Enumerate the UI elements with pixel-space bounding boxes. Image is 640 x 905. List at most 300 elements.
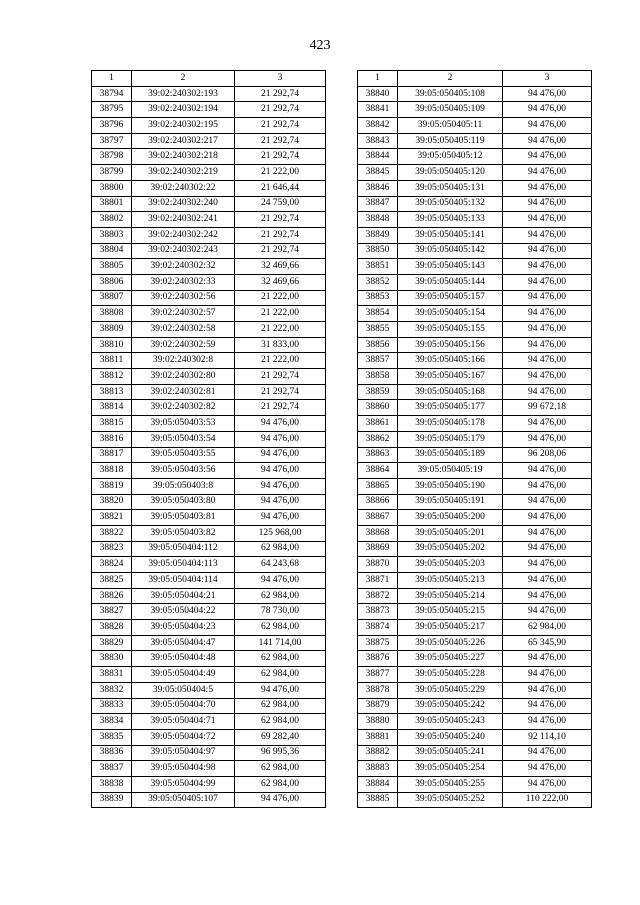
value-cell: 94 476,00: [503, 243, 592, 259]
cadastral-number-cell: 39:05:050405:133: [398, 212, 503, 228]
cadastral-number-cell: 39:02:240302:218: [132, 149, 235, 165]
row-number-cell: 38857: [358, 353, 398, 369]
cadastral-number-cell: 39:02:240302:58: [132, 322, 235, 338]
table-row: [92, 180, 326, 196]
cadastral-number-cell: 39:05:050404:112: [132, 541, 235, 557]
header-col-2: 2: [132, 71, 235, 87]
row-number-cell: 38848: [358, 212, 398, 228]
header-col-2: 2: [398, 71, 503, 87]
table-row: [358, 792, 592, 808]
cadastral-number-cell: 39:05:050405:154: [398, 306, 503, 322]
row-number-cell: 38864: [358, 463, 398, 479]
cadastral-number-cell: 39:05:050404:113: [132, 557, 235, 573]
cadastral-number-cell: 39:05:050403:56: [132, 463, 235, 479]
row-number-cell: 38852: [358, 274, 398, 290]
cadastral-number-cell: 39:05:050405:241: [398, 745, 503, 761]
row-number-cell: 38805: [92, 259, 132, 275]
row-number-cell: 38853: [358, 290, 398, 306]
value-cell: 32 469,66: [235, 274, 326, 290]
table-row: [92, 149, 326, 165]
row-number-cell: 38840: [358, 86, 398, 102]
table-row: [358, 165, 592, 181]
cadastral-number-cell: 39:05:050405:119: [398, 133, 503, 149]
value-cell: 21 222,00: [235, 290, 326, 306]
table-row: [92, 541, 326, 557]
row-number-cell: 38881: [358, 729, 398, 745]
row-number-cell: 38822: [92, 525, 132, 541]
value-cell: 21 222,00: [235, 306, 326, 322]
table-row: [358, 494, 592, 510]
row-number-cell: 38877: [358, 667, 398, 683]
cadastral-number-cell: 39:05:050405:120: [398, 165, 503, 181]
cadastral-number-cell: 39:05:050405:217: [398, 620, 503, 636]
table-row: [358, 180, 592, 196]
table-row: [92, 776, 326, 792]
row-number-cell: 38795: [92, 102, 132, 118]
cadastral-number-cell: 39:02:240302:193: [132, 86, 235, 102]
cadastral-number-cell: 39:05:050403:53: [132, 416, 235, 432]
row-number-cell: 38803: [92, 227, 132, 243]
value-cell: 21 292,74: [235, 102, 326, 118]
cadastral-number-cell: 39:05:050404:48: [132, 651, 235, 667]
value-cell: 21 292,74: [235, 243, 326, 259]
table-row: [92, 463, 326, 479]
cadastral-number-cell: 39:05:050403:54: [132, 431, 235, 447]
value-cell: 78 730,00: [235, 604, 326, 620]
value-cell: 21 292,74: [235, 384, 326, 400]
header-col-1: 1: [92, 71, 132, 87]
value-cell: 125 968,00: [235, 525, 326, 541]
table-row: [358, 745, 592, 761]
row-number-cell: 38801: [92, 196, 132, 212]
value-cell: 96 995,36: [235, 745, 326, 761]
cadastral-number-cell: 39:05:050405:213: [398, 573, 503, 589]
cadastral-number-cell: 39:05:050405:107: [132, 792, 235, 808]
value-cell: 94 476,00: [503, 745, 592, 761]
value-cell: 110 222,00: [503, 792, 592, 808]
row-number-cell: 38880: [358, 714, 398, 730]
table-row: [92, 337, 326, 353]
cadastral-number-cell: 39:05:050405:242: [398, 698, 503, 714]
row-number-cell: 38827: [92, 604, 132, 620]
row-number-cell: 38859: [358, 384, 398, 400]
register-table-right: [357, 70, 592, 808]
table-row: [92, 431, 326, 447]
value-cell: 94 476,00: [235, 463, 326, 479]
table-row: [92, 384, 326, 400]
cadastral-number-cell: 39:02:240302:57: [132, 306, 235, 322]
row-number-cell: 38870: [358, 557, 398, 573]
value-cell: 94 476,00: [503, 133, 592, 149]
row-number-cell: 38814: [92, 400, 132, 416]
value-cell: 94 476,00: [235, 478, 326, 494]
row-number-cell: 38868: [358, 525, 398, 541]
value-cell: 94 476,00: [235, 431, 326, 447]
value-cell: 94 476,00: [235, 510, 326, 526]
cadastral-number-cell: 39:05:050405:168: [398, 384, 503, 400]
table-row: [358, 667, 592, 683]
row-number-cell: 38865: [358, 478, 398, 494]
value-cell: 94 476,00: [503, 557, 592, 573]
row-number-cell: 38798: [92, 149, 132, 165]
cadastral-number-cell: 39:05:050404:70: [132, 698, 235, 714]
table-row: [358, 322, 592, 338]
row-number-cell: 38797: [92, 133, 132, 149]
table-row: [358, 274, 592, 290]
table-row: [92, 588, 326, 604]
value-cell: 21 222,00: [235, 165, 326, 181]
row-number-cell: 38856: [358, 337, 398, 353]
value-cell: 21 222,00: [235, 353, 326, 369]
cadastral-number-cell: 39:05:050405:109: [398, 102, 503, 118]
cadastral-number-cell: 39:05:050405:203: [398, 557, 503, 573]
value-cell: 94 476,00: [235, 573, 326, 589]
table-row: [92, 698, 326, 714]
value-cell: 21 292,74: [235, 212, 326, 228]
table-row: [358, 102, 592, 118]
row-number-cell: 38851: [358, 259, 398, 275]
value-cell: 24 759,00: [235, 196, 326, 212]
value-cell: 94 476,00: [503, 776, 592, 792]
value-cell: 94 476,00: [503, 290, 592, 306]
value-cell: 94 476,00: [503, 86, 592, 102]
table-row: [92, 400, 326, 416]
table-row: [358, 243, 592, 259]
cadastral-number-cell: 39:05:050404:21: [132, 588, 235, 604]
value-cell: 96 208,06: [503, 447, 592, 463]
table-row: [92, 102, 326, 118]
cadastral-number-cell: 39:05:050405:166: [398, 353, 503, 369]
cadastral-number-cell: 39:05:050404:114: [132, 573, 235, 589]
cadastral-number-cell: 39:05:050405:179: [398, 431, 503, 447]
value-cell: 62 984,00: [235, 776, 326, 792]
cadastral-number-cell: 39:05:050405:227: [398, 651, 503, 667]
row-number-cell: 38811: [92, 353, 132, 369]
value-cell: 94 476,00: [503, 667, 592, 683]
value-cell: 94 476,00: [503, 651, 592, 667]
table-row: [92, 510, 326, 526]
cadastral-number-cell: 39:05:050405:131: [398, 180, 503, 196]
value-cell: 64 243,68: [235, 557, 326, 573]
value-cell: 94 476,00: [235, 447, 326, 463]
table-row: [358, 400, 592, 416]
table-row: [358, 290, 592, 306]
table-row: [358, 714, 592, 730]
table-row: [358, 353, 592, 369]
cadastral-number-cell: 39:05:050404:47: [132, 635, 235, 651]
table-row: [92, 682, 326, 698]
row-number-cell: 38839: [92, 792, 132, 808]
table-row: [92, 573, 326, 589]
value-cell: 94 476,00: [503, 180, 592, 196]
value-cell: 21 292,74: [235, 369, 326, 385]
row-number-cell: 38876: [358, 651, 398, 667]
table-row: [358, 306, 592, 322]
table-header-row: [92, 71, 326, 87]
value-cell: 94 476,00: [235, 682, 326, 698]
cadastral-number-cell: 39:05:050405:167: [398, 369, 503, 385]
cadastral-number-cell: 39:02:240302:81: [132, 384, 235, 400]
row-number-cell: 38842: [358, 118, 398, 134]
row-number-cell: 38846: [358, 180, 398, 196]
row-number-cell: 38872: [358, 588, 398, 604]
row-number-cell: 38841: [358, 102, 398, 118]
table-row: [358, 776, 592, 792]
row-number-cell: 38871: [358, 573, 398, 589]
row-number-cell: 38843: [358, 133, 398, 149]
table-row: [92, 620, 326, 636]
table-row: [358, 447, 592, 463]
row-number-cell: 38796: [92, 118, 132, 134]
row-number-cell: 38875: [358, 635, 398, 651]
value-cell: 94 476,00: [503, 165, 592, 181]
table-row: [92, 714, 326, 730]
row-number-cell: 38858: [358, 369, 398, 385]
value-cell: 94 476,00: [503, 384, 592, 400]
table-row: [92, 306, 326, 322]
row-number-cell: 38836: [92, 745, 132, 761]
value-cell: 94 476,00: [235, 416, 326, 432]
value-cell: 94 476,00: [503, 573, 592, 589]
value-cell: 69 282,40: [235, 729, 326, 745]
cadastral-number-cell: 39:05:050404:49: [132, 667, 235, 683]
table-row: [358, 573, 592, 589]
table-row: [358, 118, 592, 134]
value-cell: 65 345,90: [503, 635, 592, 651]
table-row: [358, 510, 592, 526]
value-cell: 94 476,00: [503, 478, 592, 494]
row-number-cell: 38820: [92, 494, 132, 510]
cadastral-number-cell: 39:05:050405:190: [398, 478, 503, 494]
row-number-cell: 38878: [358, 682, 398, 698]
value-cell: 94 476,00: [503, 322, 592, 338]
row-number-cell: 38885: [358, 792, 398, 808]
cadastral-number-cell: 39:05:050405:157: [398, 290, 503, 306]
cadastral-number-cell: 39:02:240302:32: [132, 259, 235, 275]
value-cell: 94 476,00: [503, 494, 592, 510]
value-cell: 94 476,00: [503, 604, 592, 620]
cadastral-number-cell: 39:05:050404:22: [132, 604, 235, 620]
value-cell: 62 984,00: [235, 541, 326, 557]
cadastral-number-cell: 39:05:050405:178: [398, 416, 503, 432]
cadastral-number-cell: 39:05:050405:254: [398, 761, 503, 777]
value-cell: 94 476,00: [503, 259, 592, 275]
table-row: [92, 604, 326, 620]
row-number-cell: 38884: [358, 776, 398, 792]
row-number-cell: 38882: [358, 745, 398, 761]
value-cell: 141 714,00: [235, 635, 326, 651]
table-row: [358, 259, 592, 275]
table-row: [358, 463, 592, 479]
table-row: [358, 86, 592, 102]
row-number-cell: 38832: [92, 682, 132, 698]
table-row: [92, 259, 326, 275]
table-row: [358, 729, 592, 745]
value-cell: 94 476,00: [503, 431, 592, 447]
table-row: [92, 761, 326, 777]
table-row: [92, 635, 326, 651]
row-number-cell: 38807: [92, 290, 132, 306]
cadastral-number-cell: 39:05:050405:243: [398, 714, 503, 730]
cadastral-number-cell: 39:02:240302:80: [132, 369, 235, 385]
value-cell: 21 292,74: [235, 400, 326, 416]
row-number-cell: 38824: [92, 557, 132, 573]
value-cell: 94 476,00: [503, 118, 592, 134]
value-cell: 94 476,00: [503, 698, 592, 714]
table-row: [92, 118, 326, 134]
row-number-cell: 38862: [358, 431, 398, 447]
value-cell: 62 984,00: [235, 698, 326, 714]
cadastral-number-cell: 39:05:050403:8: [132, 478, 235, 494]
cadastral-number-cell: 39:05:050404:98: [132, 761, 235, 777]
table-row: [92, 86, 326, 102]
value-cell: 94 476,00: [503, 525, 592, 541]
value-cell: 94 476,00: [503, 353, 592, 369]
value-cell: 94 476,00: [503, 306, 592, 322]
value-cell: 94 476,00: [503, 212, 592, 228]
row-number-cell: 38834: [92, 714, 132, 730]
table-row: [92, 792, 326, 808]
table-row: [358, 698, 592, 714]
row-number-cell: 38802: [92, 212, 132, 228]
value-cell: 21 646,44: [235, 180, 326, 196]
table-row: [358, 525, 592, 541]
value-cell: 94 476,00: [503, 274, 592, 290]
cadastral-number-cell: 39:05:050404:97: [132, 745, 235, 761]
value-cell: 94 476,00: [503, 682, 592, 698]
table-row: [92, 369, 326, 385]
row-number-cell: 38847: [358, 196, 398, 212]
row-number-cell: 38804: [92, 243, 132, 259]
cadastral-number-cell: 39:05:050404:71: [132, 714, 235, 730]
row-number-cell: 38799: [92, 165, 132, 181]
table-row: [92, 651, 326, 667]
cadastral-number-cell: 39:05:050405:200: [398, 510, 503, 526]
value-cell: 94 476,00: [503, 761, 592, 777]
page-number: 423: [309, 38, 331, 53]
row-number-cell: 38819: [92, 478, 132, 494]
table-row: [92, 290, 326, 306]
table-row: [92, 165, 326, 181]
row-number-cell: 38825: [92, 573, 132, 589]
value-cell: 94 476,00: [503, 588, 592, 604]
row-number-cell: 38850: [358, 243, 398, 259]
cadastral-number-cell: 39:05:050405:189: [398, 447, 503, 463]
cadastral-number-cell: 39:05:050404:5: [132, 682, 235, 698]
value-cell: 94 476,00: [235, 792, 326, 808]
cadastral-number-cell: 39:05:050405:155: [398, 322, 503, 338]
cadastral-number-cell: 39:05:050403:55: [132, 447, 235, 463]
header-col-3: 3: [235, 71, 326, 87]
value-cell: 94 476,00: [503, 416, 592, 432]
table-row: [92, 196, 326, 212]
row-number-cell: 38808: [92, 306, 132, 322]
row-number-cell: 38830: [92, 651, 132, 667]
value-cell: 21 222,00: [235, 322, 326, 338]
cadastral-number-cell: 39:02:240302:59: [132, 337, 235, 353]
row-number-cell: 38810: [92, 337, 132, 353]
table-row: [358, 541, 592, 557]
cadastral-number-cell: 39:05:050405:12: [398, 149, 503, 165]
row-number-cell: 38855: [358, 322, 398, 338]
table-row: [92, 667, 326, 683]
value-cell: 94 476,00: [235, 494, 326, 510]
cadastral-number-cell: 39:05:050405:214: [398, 588, 503, 604]
cadastral-number-cell: 39:05:050405:11: [398, 118, 503, 134]
table-row: [358, 478, 592, 494]
cadastral-number-cell: 39:05:050405:108: [398, 86, 503, 102]
value-cell: 94 476,00: [503, 510, 592, 526]
cadastral-number-cell: 39:02:240302:8: [132, 353, 235, 369]
row-number-cell: 38817: [92, 447, 132, 463]
cadastral-number-cell: 39:05:050403:80: [132, 494, 235, 510]
value-cell: 62 984,00: [235, 761, 326, 777]
table-row: [358, 557, 592, 573]
register-table-left: [91, 70, 326, 808]
table-row: [92, 557, 326, 573]
value-cell: 94 476,00: [503, 337, 592, 353]
row-number-cell: 38860: [358, 400, 398, 416]
table-row: [92, 227, 326, 243]
row-number-cell: 38866: [358, 494, 398, 510]
table-row: [92, 494, 326, 510]
row-number-cell: 38806: [92, 274, 132, 290]
header-col-3: 3: [503, 71, 592, 87]
cadastral-number-cell: 39:05:050404:72: [132, 729, 235, 745]
row-number-cell: 38867: [358, 510, 398, 526]
value-cell: 21 292,74: [235, 86, 326, 102]
row-number-cell: 38879: [358, 698, 398, 714]
cadastral-number-cell: 39:05:050405:226: [398, 635, 503, 651]
cadastral-number-cell: 39:05:050405:142: [398, 243, 503, 259]
cadastral-number-cell: 39:05:050405:132: [398, 196, 503, 212]
row-number-cell: 38874: [358, 620, 398, 636]
row-number-cell: 38800: [92, 180, 132, 196]
row-number-cell: 38873: [358, 604, 398, 620]
cadastral-number-cell: 39:02:240302:219: [132, 165, 235, 181]
value-cell: 94 476,00: [503, 196, 592, 212]
table-row: [358, 761, 592, 777]
table-row: [358, 416, 592, 432]
table-row: [358, 620, 592, 636]
value-cell: 94 476,00: [503, 369, 592, 385]
row-number-cell: 38813: [92, 384, 132, 400]
value-cell: 94 476,00: [503, 714, 592, 730]
row-number-cell: 38845: [358, 165, 398, 181]
cadastral-number-cell: 39:05:050405:240: [398, 729, 503, 745]
row-number-cell: 38838: [92, 776, 132, 792]
value-cell: 31 833,00: [235, 337, 326, 353]
value-cell: 62 984,00: [235, 651, 326, 667]
value-cell: 94 476,00: [503, 227, 592, 243]
cadastral-number-cell: 39:02:240302:22: [132, 180, 235, 196]
table-row: [358, 384, 592, 400]
table-row: [358, 651, 592, 667]
value-cell: 62 984,00: [235, 588, 326, 604]
row-number-cell: 38844: [358, 149, 398, 165]
row-number-cell: 38816: [92, 431, 132, 447]
row-number-cell: 38831: [92, 667, 132, 683]
row-number-cell: 38861: [358, 416, 398, 432]
row-number-cell: 38854: [358, 306, 398, 322]
value-cell: 21 292,74: [235, 133, 326, 149]
table-row: [92, 274, 326, 290]
value-cell: 94 476,00: [503, 149, 592, 165]
cadastral-number-cell: 39:05:050405:229: [398, 682, 503, 698]
table-row: [92, 745, 326, 761]
table-row: [92, 729, 326, 745]
value-cell: 62 984,00: [235, 620, 326, 636]
